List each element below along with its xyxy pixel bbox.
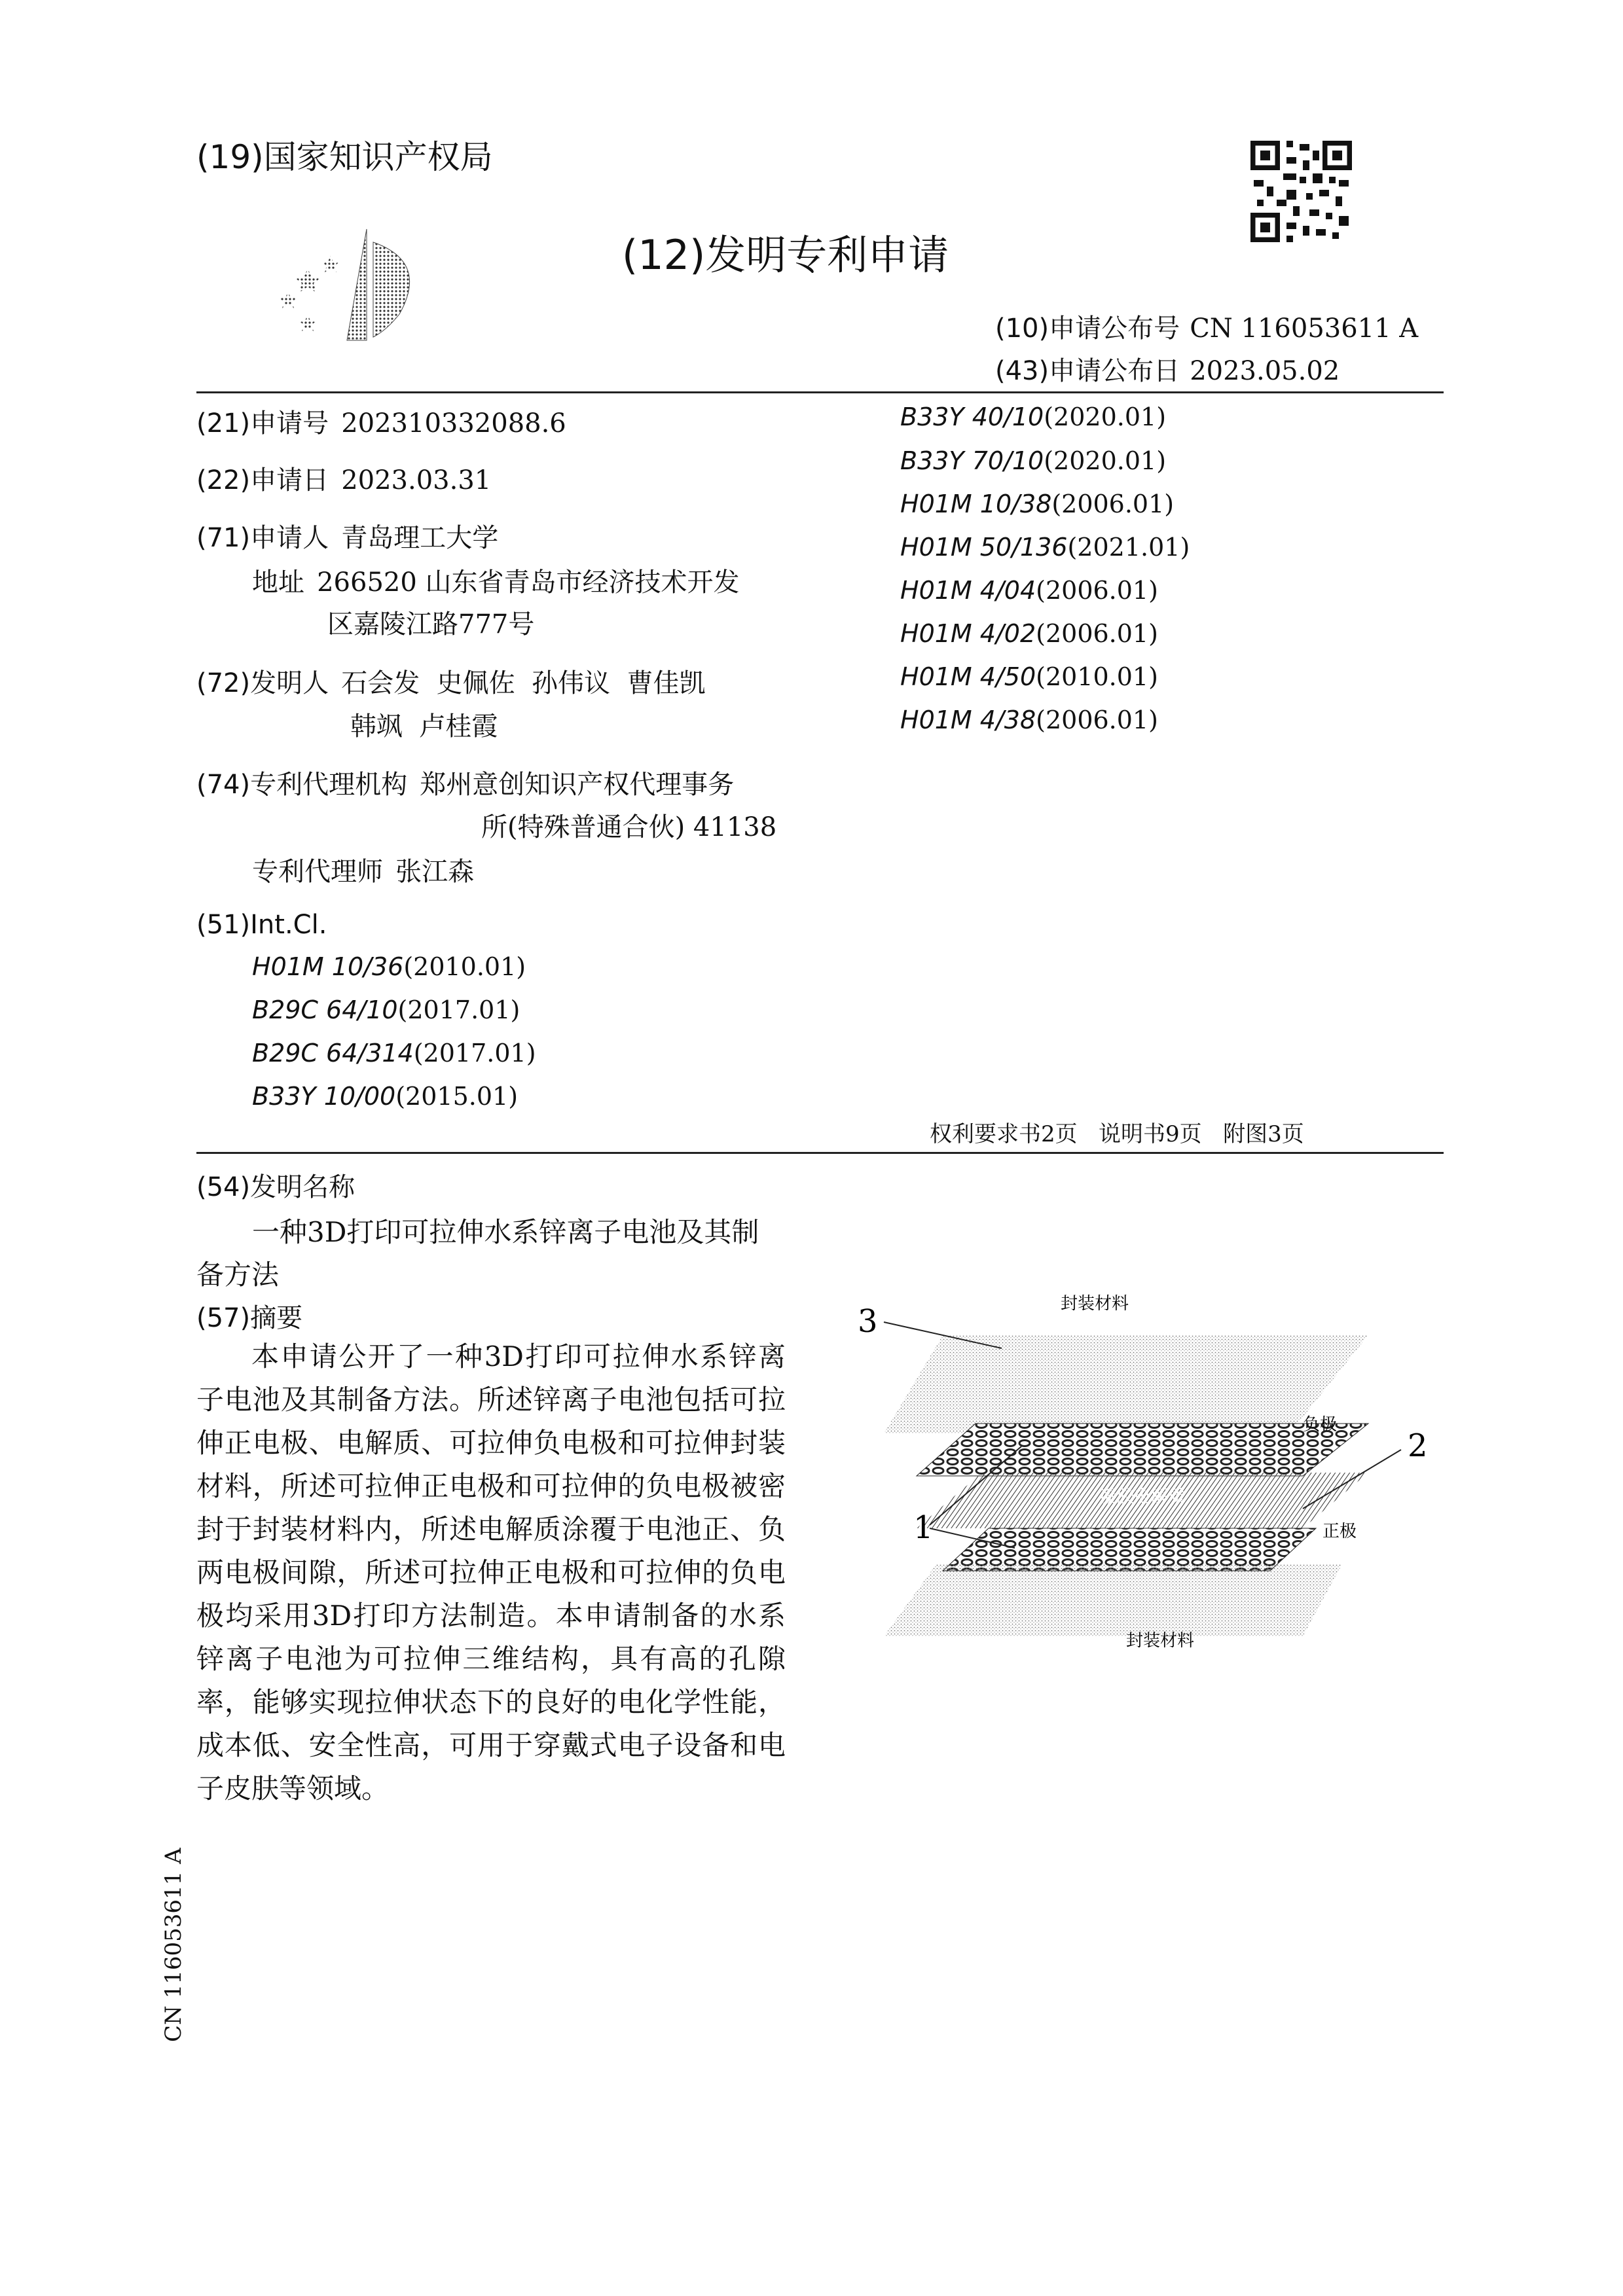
document-type-title: (12)发明专利申请 — [622, 231, 949, 279]
title-label: (54)发明名称 — [196, 1172, 356, 1202]
app-number-value: 202310332088.6 — [341, 408, 566, 439]
agency-line-1: 郑州意创知识产权代理事务 — [420, 770, 735, 800]
fig-negative-label: 负极 — [1303, 1415, 1338, 1435]
ipc-right-3: H01M 10/38(2006.01) — [900, 490, 1175, 518]
inventor-label: (72)发明人 — [196, 668, 329, 698]
fig-number-1: 1 — [913, 1509, 934, 1546]
pub-number-value: CN 116053611 A — [1190, 314, 1419, 344]
header-divider — [196, 391, 1444, 393]
inventor-line-1: 石会发 史佩佐 孙伟议 曹佳凯 — [341, 668, 706, 698]
title-line-1: 一种3D打印可拉伸水系锌离子电池及其制 — [252, 1216, 759, 1248]
abstract-text: 本申请公开了一种3D打印可拉伸水系锌离子电池及其制备方法。所述锌离子电池包括可拉伸正电极、电解质、可拉伸负电极和可拉伸封装材料，所述可拉伸正电极和可拉伸的负电极被密封于封装材料内，所述电解质涂覆于电池正、负两电极间隙，所述可拉伸正电极和可拉伸的负电极均采用3D打印方法制造。本申请制备的水系锌离子电池为可拉伸三维结构，具有高的孔隙率，能够实现拉伸状态下的良好的电化学性能，成本低、安全性高，可用于穿戴式电子设备和电子皮肤等领域。 — [196, 1340, 786, 1804]
pub-date-label: (43)申请公布日 — [995, 356, 1180, 386]
fig-number-3: 3 — [858, 1303, 878, 1340]
cnipa-emblem-logo — [268, 223, 432, 347]
ipc-right-6: H01M 4/02(2006.01) — [900, 619, 1158, 648]
agent-value: 张江森 — [395, 857, 475, 887]
ipc-left-2: B29C 64/10(2017.01) — [252, 996, 520, 1024]
pub-number-label: (10)申请公布号 — [995, 314, 1180, 344]
ipc-left-1: H01M 10/36(2010.01) — [252, 952, 526, 981]
intcl-label: (51)Int.Cl. — [196, 910, 327, 940]
app-number-label: (21)申请号 — [196, 408, 329, 439]
office-name: (19)国家知识产权局 — [196, 138, 493, 176]
ipc-left-4: B33Y 10/00(2015.01) — [252, 1082, 519, 1111]
ipc-right-1: B33Y 40/10(2020.01) — [900, 403, 1167, 431]
ipc-right-4: H01M 50/136(2021.01) — [900, 533, 1190, 562]
ipc-right-8: H01M 4/38(2006.01) — [900, 706, 1158, 734]
address-line-2: 区嘉陵江路777号 — [327, 609, 535, 639]
fig-number-2: 2 — [1408, 1427, 1428, 1464]
top-packaging-layer — [884, 1335, 1368, 1433]
ipc-right-7: H01M 4/50(2010.01) — [900, 662, 1158, 691]
agency-line-2: 所(特殊普通合伙) 41138 — [481, 812, 777, 842]
inventor-line-2: 韩飒 卢桂霞 — [350, 711, 498, 742]
ipc-left-3: B29C 64/314(2017.01) — [252, 1039, 536, 1067]
battery-structure-figure — [845, 1283, 1434, 1649]
address-line-1: 266520 山东省青岛市经济技术开发 — [317, 567, 740, 598]
fig-electrolyte-label: 凝胶电解质 — [1100, 1487, 1186, 1507]
negative-electrode-layer — [917, 1424, 1368, 1476]
bottom-packaging-layer — [884, 1564, 1342, 1636]
fig-top-packaging-label: 封装材料 — [1061, 1294, 1129, 1314]
agent-label: 专利代理师 — [252, 857, 383, 887]
abstract-label: (57)摘要 — [196, 1303, 303, 1333]
fig-bottom-packaging-label: 封装材料 — [1126, 1631, 1195, 1649]
agency-label: (74)专利代理机构 — [196, 770, 408, 800]
pages-info: 权利要求书2页 说明书9页 附图3页 — [930, 1121, 1304, 1147]
fig-positive-label: 正极 — [1322, 1522, 1357, 1541]
title-line-2: 备方法 — [196, 1259, 280, 1291]
applicant-label: (71)申请人 — [196, 523, 329, 553]
body-divider — [196, 1152, 1444, 1154]
applicant-value: 青岛理工大学 — [341, 523, 499, 553]
side-publication-number: CN 116053611 A — [160, 1848, 187, 2042]
app-date-label: (22)申请日 — [196, 465, 329, 495]
ipc-right-2: B33Y 70/10(2020.01) — [900, 446, 1167, 475]
address-label: 地址 — [252, 567, 304, 598]
qr-code-icon — [1247, 137, 1355, 245]
ipc-right-5: H01M 4/04(2006.01) — [900, 576, 1158, 605]
app-date-value: 2023.03.31 — [341, 465, 492, 495]
pub-date-value: 2023.05.02 — [1190, 356, 1340, 386]
